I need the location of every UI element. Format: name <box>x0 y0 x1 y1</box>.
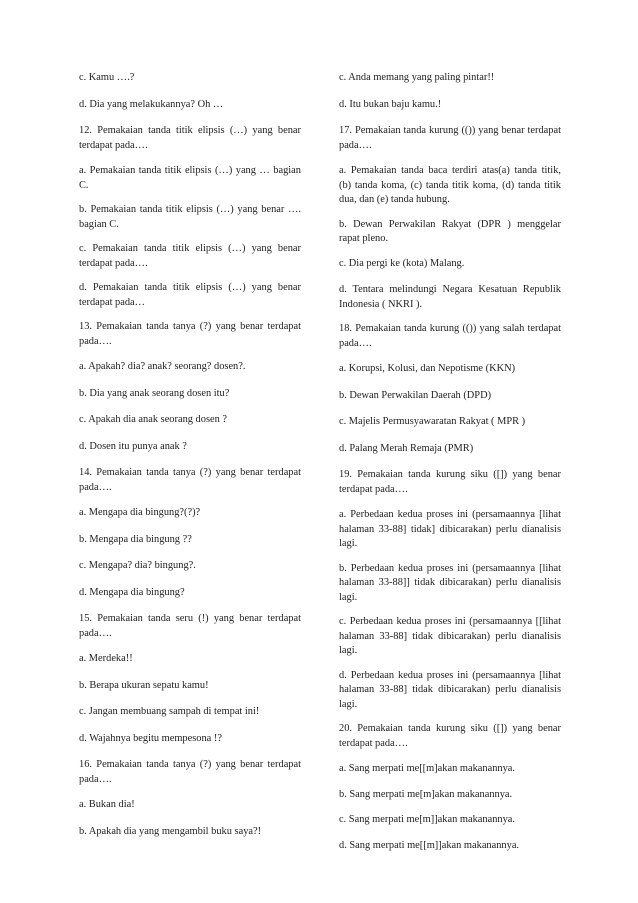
option-text: c. Dia pergi ke (kota) Malang. <box>339 257 465 269</box>
option-text: a. Pemakaian tanda baca terdiri atas(a) tanda titik, (b) tanda koma, (c) tanda titik koma, (d) tanda titik dua, dan (e) tanda hubung. <box>339 165 561 205</box>
option-text: a. Merdeka!! <box>79 653 133 664</box>
option-text: d. Tentara melindungi Negara Kesatuan Republik Indonesia ( NKRI ). <box>339 284 561 310</box>
option-text: b. Mengapa dia bingung ?? <box>79 533 192 545</box>
option-text: b. Sang merpati me[m]akan makanannya. <box>339 788 513 800</box>
option-text: b. Dewan Perwakilan Rakyat (DPR ) menggelar rapat pleno. <box>339 218 561 244</box>
left-column <box>79 71 301 839</box>
option-text: c. Perbedaan kedua proses ini (persamaannya [[lihat halaman 33-88] tidak dibicarakan) perlu dianalisis lagi. <box>339 616 561 656</box>
option-text: d. Perbedaan kedua proses ini (persamaannya [lihat halaman 33-88] tidak dibicarakan) perlu dianalisis lagi. <box>339 669 561 710</box>
option-text: c. Kamu ….? <box>79 72 135 83</box>
option-text: b. Perbedaan kedua proses ini (persamaannya [lihat halaman 33-88]] tidak dibicarakan) perlu dianalisis lagi. <box>339 562 561 603</box>
option-text: d. Dia yang melakukannya? Oh … <box>79 98 224 110</box>
option-text: a. Bukan dia! <box>79 799 135 810</box>
option-text: c. Apakah dia anak seorang dosen ? <box>79 414 228 425</box>
option-text: b. Dia yang anak seorang dosen itu? <box>79 387 230 399</box>
option-text: c. Mengapa? dia? bingung?. <box>79 560 196 571</box>
option-text: a. Pemakaian tanda titik elipsis (…) yang … bagian C. <box>79 165 301 191</box>
question-text: 17. Pemakaian tanda kurung (()) yang benar terdapat pada…. <box>339 125 561 151</box>
option-text: c. Pemakaian tanda titik elipsis (…) yang benar terdapat pada…. <box>79 243 301 269</box>
option-text: d. Dosen itu punya anak ? <box>79 440 187 452</box>
question-text: 12. Pemakaian tanda titik elipsis (…) yang benar terdapat pada…. <box>79 125 301 151</box>
option-text: b. Pemakaian tanda titik elipsis (…) yang benar …. bagian C. <box>79 204 301 230</box>
option-text: b. Berapa ukuran sepatu kamu! <box>79 679 209 691</box>
question-text: 20. Pemakaian tanda kurung siku ([]) yang benar terdapat pada…. <box>339 723 561 749</box>
question-text: 15. Pemakaian tanda seru (!) yang benar terdapat pada…. <box>79 613 301 639</box>
option-text: d. Mengapa dia bingung? <box>79 586 185 598</box>
option-text: d. Pemakaian tanda titik elipsis (…) yang benar terdapat pada… <box>79 282 301 308</box>
option-text: b. Apakah dia yang mengambil buku saya?! <box>79 825 262 837</box>
option-text: b. Dewan Perwakilan Daerah (DPD) <box>339 389 492 401</box>
option-text: c. Sang merpati me[m]]akan makanannya. <box>339 814 515 825</box>
option-text: c. Anda memang yang paling pintar!! <box>339 72 495 83</box>
question-text: 19. Pemakaian tanda kurung siku ([]) yang benar terdapat pada…. <box>339 469 561 495</box>
option-text: a. Sang merpati me[[m]akan makanannya. <box>339 763 515 774</box>
option-text: c. Majelis Permusyawaratan Rakyat ( MPR ) <box>339 416 526 427</box>
right-column <box>339 71 561 853</box>
option-text: a. Perbedaan kedua proses ini (persamaannya [lihat halaman 33-88] tidak] dibicarakan) perlu dianalisis lagi. <box>339 509 561 549</box>
question-text: 14. Pemakaian tanda tanya (?) yang benar terdapat pada…. <box>79 467 301 493</box>
question-text: 16. Pemakaian tanda tanya (?) yang benar terdapat pada…. <box>79 759 301 785</box>
option-text: a. Mengapa dia bingung?(?)? <box>79 507 201 518</box>
option-text: a. Korupsi, Kolusi, dan Nepotisme (KKN) <box>339 363 516 374</box>
option-text: a. Apakah? dia? anak? seorang? dosen?. <box>79 361 246 372</box>
question-text: 18. Pemakaian tanda kurung (()) yang salah terdapat pada…. <box>339 323 561 349</box>
option-text: d. Palang Merah Remaja (PMR) <box>339 442 474 454</box>
option-text: d. Wajahnya begitu mempesona !? <box>79 732 222 744</box>
option-text: d. Sang merpati me[[m]]akan makanannya. <box>339 839 520 851</box>
option-text: d. Itu bukan baju kamu.! <box>339 98 442 110</box>
option-text: c. Jangan membuang sampah di tempat ini! <box>79 706 260 717</box>
question-text: 13. Pemakaian tanda tanya (?) yang benar terdapat pada…. <box>79 321 301 347</box>
